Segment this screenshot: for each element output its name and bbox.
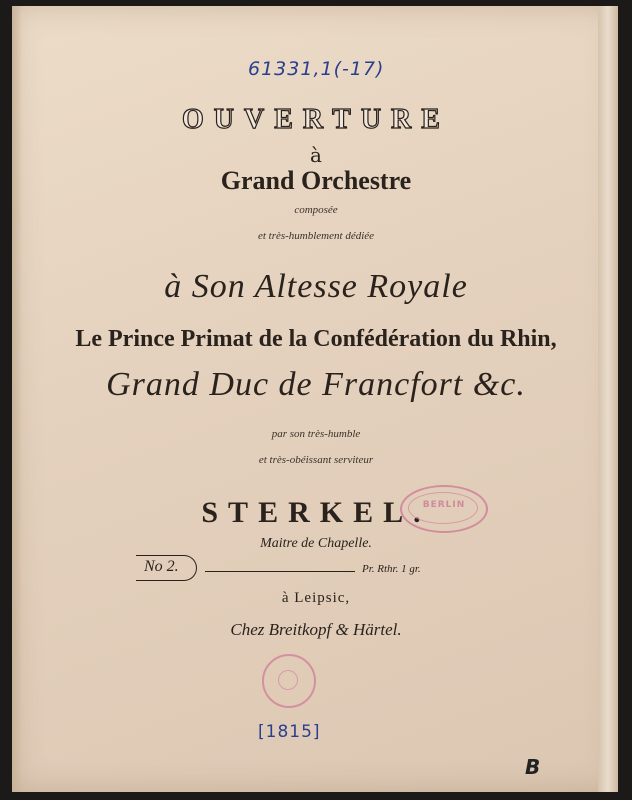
library-stamp-text: BERLIN (422, 500, 466, 510)
a-line: à (310, 143, 322, 167)
by-line-1: par son très-humble (271, 428, 361, 440)
opus-number-text: No 2. (144, 558, 179, 575)
rule-line (205, 571, 355, 572)
by-line-2: et très-obéissant serviteur (258, 454, 374, 466)
dedicatee-line-1: à Son Altesse Royale (164, 268, 468, 305)
opus-number (144, 558, 179, 576)
publisher: Chez Breitkopf & Härtel. (230, 620, 402, 639)
library-stamp (400, 485, 488, 533)
date-annotation: [1815] (258, 722, 321, 742)
composer-title: Maitre de Chapelle. (260, 536, 372, 551)
place: à Leipsic, (281, 590, 351, 606)
corner-mark: B (525, 755, 541, 779)
round-library-stamp (262, 654, 316, 708)
round-stamp-center (278, 670, 298, 690)
opus-number-flourish (136, 555, 197, 581)
work-subtitle: Grand Orchestre (220, 166, 412, 195)
work-title: OUVERTURE (182, 104, 450, 135)
shelfmark: 61331,1(-17) (248, 58, 385, 80)
price: Pr. Rthr. 1 gr. (362, 563, 421, 575)
dedicatee-line-3: Grand Duc de Francfort &c. (106, 366, 526, 403)
composer-name: STERKEL. (201, 496, 431, 529)
dedicatee-line-2: Le Prince Primat de la Confédération du Rhin, (75, 326, 557, 352)
dedicated-line: et très-humblement dédiée (257, 230, 375, 242)
composed-line: composée (294, 204, 338, 216)
